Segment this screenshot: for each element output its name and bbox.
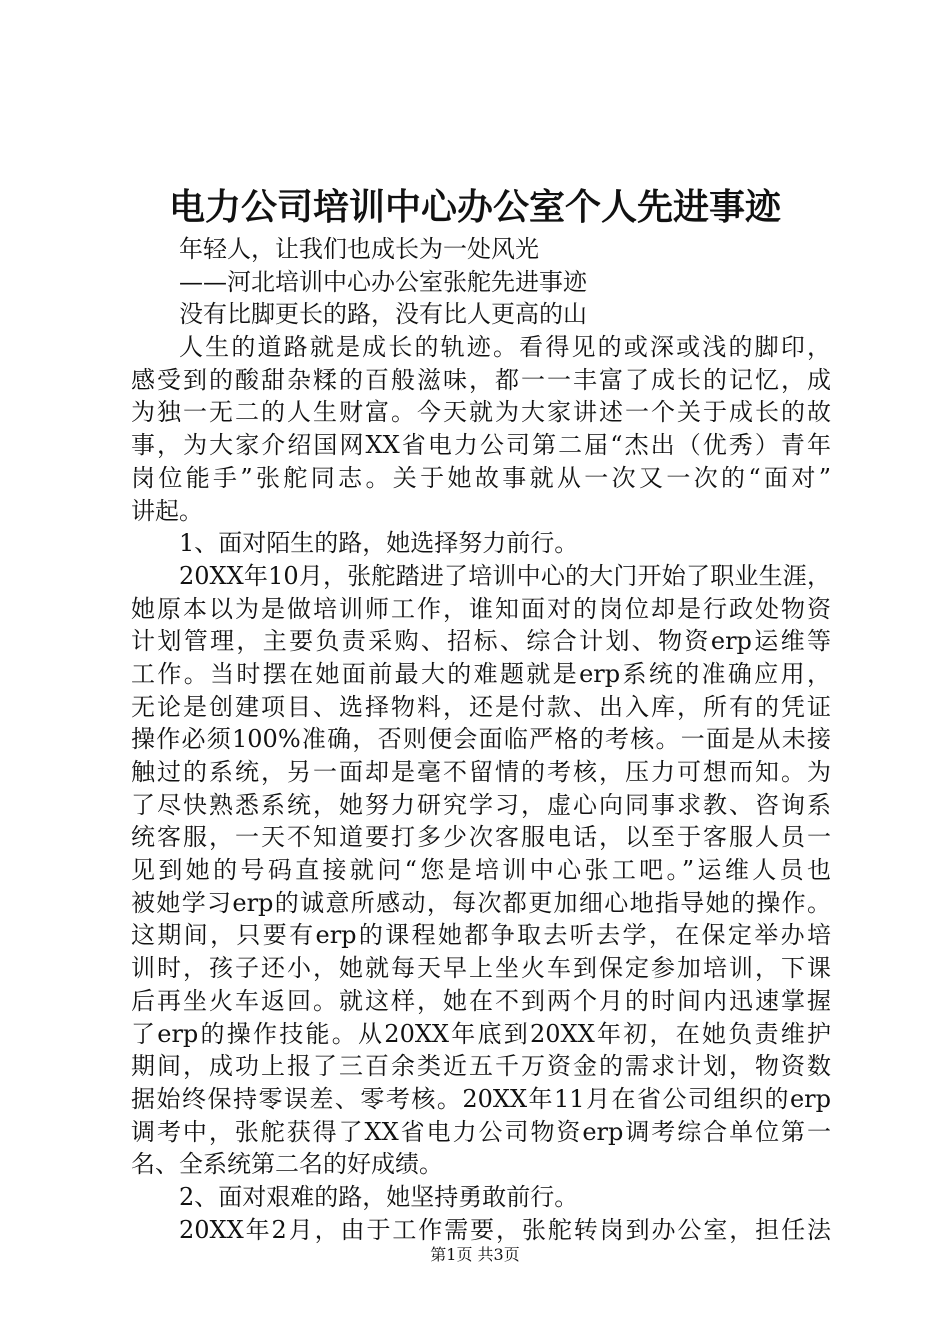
paragraph-line: 据始终保持零误差、零考核。20XX年11月在省公司组织的erp [131, 1084, 831, 1113]
paragraph-line: 训时，孩子还小，她就每天早上坐火车到保定参加培训，下课 [131, 954, 831, 983]
paragraph-line: 工作。当时摆在她面前最大的难题就是erp系统的准确应用， [131, 659, 831, 688]
paragraph-line: 人生的道路就是成长的轨迹。看得见的或深或浅的脚印， [179, 333, 831, 362]
paragraph-line: 被她学习erp的诚意所感动，每次都更加细心地指导她的操作。 [131, 888, 831, 917]
paragraph-line: 触过的系统，另一面却是毫不留情的考核，压力可想而知。为 [131, 758, 831, 786]
paragraph-line: 事，为大家介绍国网XX省电力公司第二届“杰出（优秀）青年 [131, 431, 831, 460]
paragraph-line: 名、全系统第二名的好成绩。 [131, 1150, 443, 1179]
section-heading: 2、面对艰难的路，她坚持勇敢前行。 [179, 1182, 579, 1211]
paragraph-line: 操作必须100%准确，否则便会面临严格的考核。一面是从未接 [131, 725, 831, 754]
document-body [131, 233, 831, 1246]
paragraph-line: 她原本以为是做培训师工作，谁知面对的岗位却是行政处物资 [131, 594, 831, 623]
document-title: 电力公司培训中心办公室个人先进事迹 [168, 186, 781, 228]
paragraph-line: 这期间，只要有erp的课程她都争取去听去学，在保定举办培 [131, 921, 831, 950]
paragraph-line: 见到她的号码直接就问“您是培训中心张工吧。”运维人员也 [131, 856, 831, 885]
paragraph-line: 无论是创建项目、选择物料，还是付款、出入库，所有的凭证 [131, 692, 831, 721]
section-heading: 1、面对陌生的路，她选择努力前行。 [179, 529, 579, 558]
paragraph-line: 调考中，张舵获得了XX省电力公司物资erp调考综合单位第一 [131, 1117, 831, 1146]
paragraph-line: 统客服，一天不知道要打多少次客服电话，以至于客服人员一 [131, 823, 831, 852]
paragraph-line: 计划管理，主要负责采购、招标、综合计划、物资erp运维等 [131, 627, 831, 656]
subtitle-line: 没有比脚更长的路，没有比人更高的山 [179, 300, 587, 329]
paragraph-line: 讲起。 [131, 496, 203, 525]
subtitle-line: 年轻人，让我们也成长为一处风光 [179, 235, 539, 263]
subtitle-line: ——河北培训中心办公室张舵先进事迹 [179, 267, 587, 296]
paragraph-line: 岗位能手”张舵同志。关于她故事就从一次又一次的“面对” [131, 463, 831, 492]
paragraph-line: 期间，成功上报了三百余类近五千万资金的需求计划，物资数 [131, 1052, 831, 1081]
paragraph-line: 为独一无二的人生财富。今天就为大家讲述一个关于成长的故 [131, 398, 831, 427]
paragraph-line: 了erp的操作技能。从20XX年底到20XX年初，在她负责维护 [131, 1019, 831, 1048]
paragraph-line: 感受到的酸甜杂糅的百般滋味，都一一丰富了成长的记忆，成 [131, 365, 831, 394]
paragraph-line: 后再坐火车返回。就这样，她在不到两个月的时间内迅速掌握 [131, 986, 831, 1015]
page-footer: 第1页 共3页 [430, 1245, 520, 1264]
paragraph-line: 了尽快熟悉系统，她努力研究学习，虚心向同事求教、咨询系 [131, 790, 831, 819]
paragraph-line: 20XX年10月，张舵踏进了培训中心的大门开始了职业生涯， [179, 561, 831, 590]
paragraph-line: 20XX年2月，由于工作需要，张舵转岗到办公室，担任法 [179, 1215, 831, 1244]
